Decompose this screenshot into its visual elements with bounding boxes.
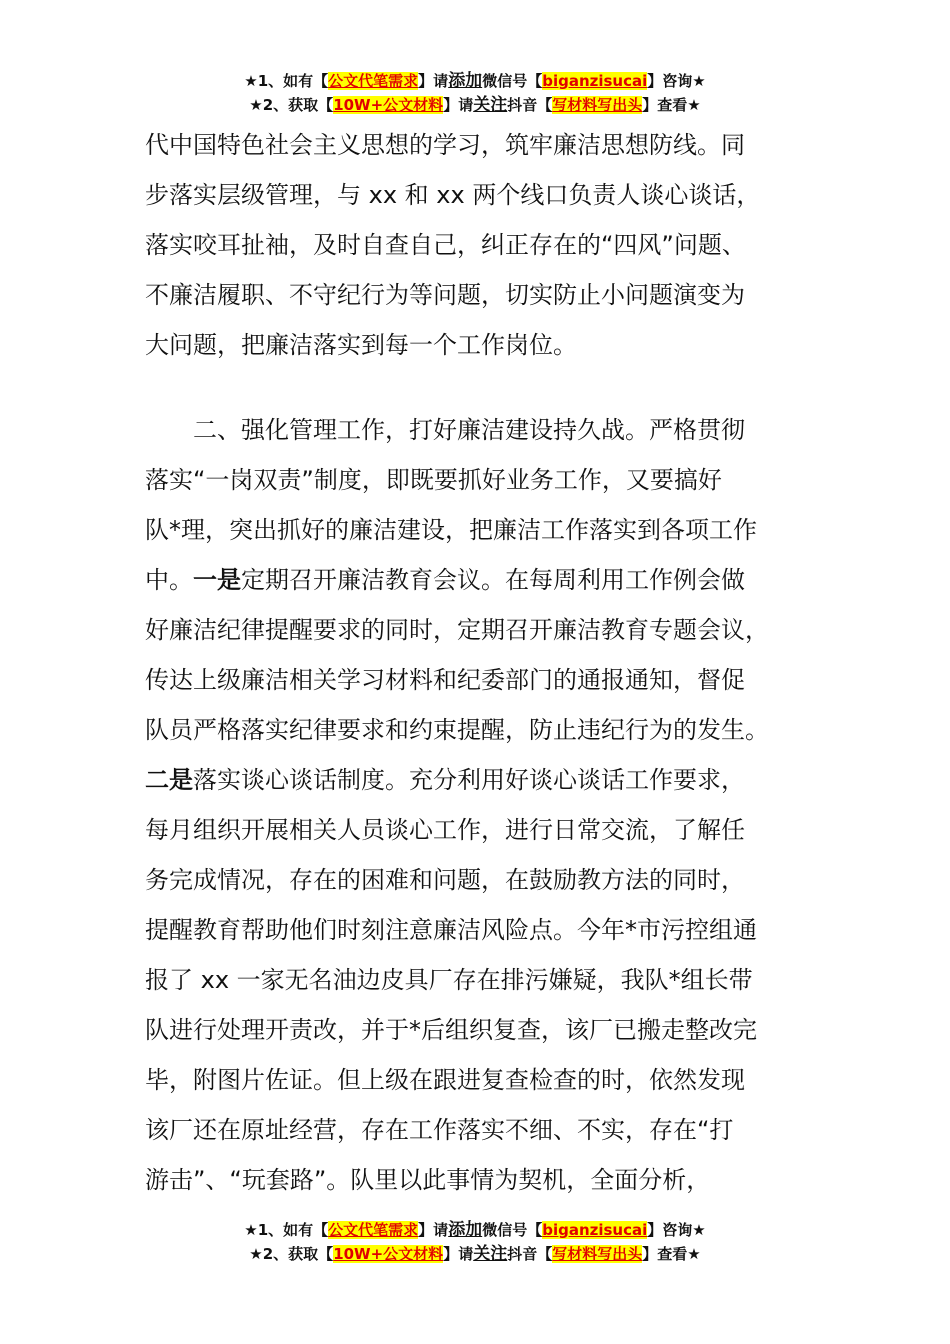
banner-highlight: 公文代笔需求 — [328, 1221, 419, 1239]
text-line: 代中国特色社会主义思想的学习，筑牢廉洁思想防线。同 — [145, 131, 745, 159]
text-line: 不廉洁履职、不守纪行为等问题，切实防止小问题演变为 — [145, 281, 745, 309]
text-line: 落实“一岗双责”制度，即既要抓好业务工作，又要搞好 — [145, 466, 722, 494]
text-line: 好廉洁纪律提醒要求的同时，定期召开廉洁教育专题会议， — [145, 616, 769, 644]
banner-text: ★1、如有【 — [244, 1221, 329, 1239]
text-line: 队*理，突出抓好的廉洁建设，把廉洁工作落实到各项工作 — [145, 516, 757, 544]
banner-emphasis: 关注 — [473, 1244, 508, 1264]
text-line: 务完成情况，存在的困难和问题，在鼓励教方法的同时， — [145, 866, 745, 894]
text-line — [145, 555, 815, 605]
banner-text: ★1、如有【 — [244, 72, 329, 90]
text: 落实谈心谈话制度。充分利用好谈心谈话工作要求， — [193, 766, 745, 794]
banner-highlight: biganzisucai — [542, 72, 648, 90]
text-line: 大问题，把廉洁落实到每一个工作岗位。 — [145, 331, 577, 359]
text-line — [145, 755, 815, 805]
banner-text: 】请 — [418, 1221, 449, 1239]
text-line: 该厂还在原址经营，存在工作落实不细、不实，存在“打 — [145, 1116, 734, 1144]
banner-line-1 — [0, 69, 950, 93]
banner-highlight: 写材料写出头 — [552, 1245, 643, 1263]
footer-banner — [0, 1218, 950, 1266]
banner-emphasis: 添加 — [448, 1220, 483, 1240]
text-line: 传达上级廉洁相关学习材料和纪委部门的通报通知，督促 — [145, 666, 745, 694]
banner-highlight: biganzisucai — [542, 1221, 648, 1239]
text-line: 落实咬耳扯袖，及时自查自己，纠正存在的“四风”问题、 — [145, 231, 746, 259]
body-text — [145, 120, 815, 1205]
banner-highlight: 10W+公文材料 — [333, 96, 444, 114]
section-heading-line: 二、强化管理工作，打好廉洁建设持久战。严格贯彻 — [145, 416, 745, 444]
banner-text: 】查看★ — [642, 96, 701, 114]
banner-emphasis: 添加 — [448, 71, 483, 91]
text: 中。 — [145, 566, 193, 594]
text-line: 队进行处理开责改，并于*后组织复查，该厂已搬走整改完 — [145, 1016, 757, 1044]
text-line: 步落实层级管理，与 xx 和 xx 两个线口负责人谈心谈话， — [145, 181, 761, 209]
text-line: 报了 xx 一家无名油边皮具厂存在排污嫌疑，我队*组长带 — [145, 966, 753, 994]
banner-text: 】请 — [443, 1245, 474, 1263]
banner-text: 微信号【 — [482, 72, 543, 90]
banner-text: 】咨询★ — [647, 72, 706, 90]
banner-highlight: 10W+公文材料 — [333, 1245, 444, 1263]
banner-line-2 — [0, 93, 950, 117]
header-banner — [0, 69, 950, 117]
text-line: 队员严格落实纪律要求和约束提醒，防止违纪行为的发生。 — [145, 716, 769, 744]
banner-text: 】查看★ — [642, 1245, 701, 1263]
text: 定期召开廉洁教育会议。在每周利用工作例会做 — [241, 566, 745, 594]
banner-text: 抖音【 — [507, 96, 553, 114]
banner-text: ★2、获取【 — [249, 1245, 334, 1263]
text-line: 毕，附图片佐证。但上级在跟进复查检查的时，依然发现 — [145, 1066, 745, 1094]
banner-text: 】请 — [443, 96, 474, 114]
text-line: 提醒教育帮助他们时刻注意廉洁风险点。今年*市污控组通 — [145, 916, 757, 944]
banner-text: 】请 — [418, 72, 449, 90]
banner-highlight: 公文代笔需求 — [328, 72, 419, 90]
text-line: 游击”、“玩套路”。队里以此事情为契机，全面分析， — [145, 1166, 711, 1194]
banner-text: 微信号【 — [482, 1221, 543, 1239]
banner-text: 抖音【 — [507, 1245, 553, 1263]
bold-marker: 一是 — [193, 566, 241, 594]
banner-highlight: 写材料写出头 — [552, 96, 643, 114]
bold-marker: 二是 — [145, 766, 193, 794]
banner-emphasis: 关注 — [473, 95, 508, 115]
banner-line-2 — [0, 1242, 950, 1266]
banner-text: ★2、获取【 — [249, 96, 334, 114]
text-line: 每月组织开展相关人员谈心工作，进行日常交流，了解任 — [145, 816, 745, 844]
banner-text: 】咨询★ — [647, 1221, 706, 1239]
banner-line-1 — [0, 1218, 950, 1242]
